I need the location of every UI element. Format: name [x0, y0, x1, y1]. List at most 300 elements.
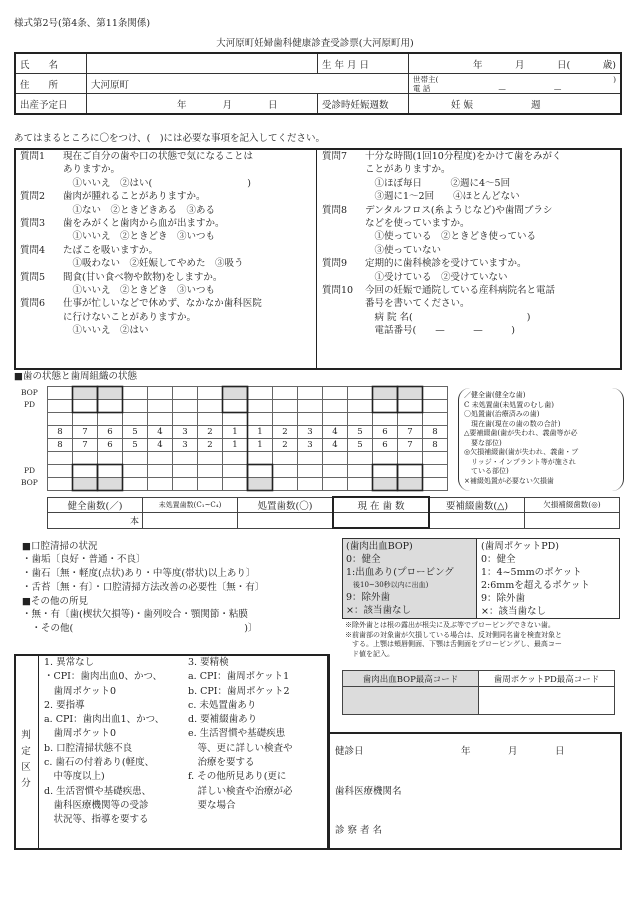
note-line: する。上顎は頬唇側面、下顎は舌側面をプロービングし、最高コー	[345, 640, 562, 648]
judgment-item[interactable]: e. 生活習慣や基礎疾患	[188, 728, 286, 740]
tooth-cell-upd[interactable]	[223, 400, 248, 413]
tooth-cell-lbop[interactable]	[223, 478, 248, 491]
question-number: 質問8	[322, 204, 348, 216]
count-header-sound: 健全歯数(／)	[48, 497, 143, 513]
tooth-number: 5	[348, 426, 373, 439]
tooth-number: 2	[198, 439, 223, 452]
bop-code: 9：除外歯	[346, 592, 391, 603]
question-line[interactable]: ①吸わない ②妊娠してやめた ③吸う	[63, 258, 244, 270]
tooth-cell-lpd[interactable]	[73, 465, 98, 478]
question-text: 仕事が忙しいなどで休めず、なかなか歯科医院	[63, 298, 262, 310]
tooth-cell-lpd[interactable]	[248, 465, 273, 478]
tooth-cell-lpd[interactable]	[148, 465, 173, 478]
due-date-label: 出産予定日	[15, 94, 87, 115]
pd-code: 1：4~5mmのポケット	[481, 567, 582, 578]
judgment-item[interactable]: 等、更に詳しい検査や	[188, 742, 293, 754]
question-line[interactable]: ①受けている ②受けていない	[365, 271, 508, 283]
upper-pd-label: PD	[24, 400, 36, 409]
tooth-number: 8	[48, 426, 73, 439]
tooth-number: 1	[223, 426, 248, 439]
birth-label: 生 年 月 日	[318, 53, 409, 74]
question-line: ありますか。	[63, 164, 121, 176]
tooth-cell-ubop[interactable]	[148, 387, 173, 400]
legend-item: 現在歯(現在の歯の数の合計)	[464, 419, 561, 428]
tooth-number: 1	[248, 439, 273, 452]
householder-label: 世帯主(	[413, 74, 439, 84]
count-present-field[interactable]	[333, 513, 429, 529]
question-number: 質問3	[20, 218, 46, 229]
name-label: 氏 名	[15, 53, 87, 74]
due-date-field[interactable]	[87, 94, 318, 115]
tooth-cell-lbop[interactable]	[173, 478, 198, 491]
tooth-cell-ubop[interactable]	[73, 387, 98, 400]
tooth-cell-lblank[interactable]	[323, 452, 348, 465]
judgment-item[interactable]: b. 口腔清掃状態不良	[44, 742, 133, 754]
phone-sep-2: —	[553, 83, 562, 93]
question-number: 質問1	[20, 151, 46, 162]
question-line: 番号を書いてください。	[365, 298, 470, 310]
other-findings-item: ・その他( )〕	[22, 623, 258, 634]
teeth-row-lbop	[48, 478, 448, 491]
question-number: 質問7	[322, 151, 348, 162]
tooth-cell-lbop[interactable]	[123, 478, 148, 491]
judgment-right-list	[188, 656, 293, 813]
oral-cleaning-item: ・舌苔〔無・有〕・口腔清掃方法改善の必要性〔無・有〕	[22, 582, 265, 593]
name-field[interactable]	[87, 53, 318, 74]
exam-month: 月	[508, 746, 518, 757]
instruction-text: あてはまるところに〇をつけ、( )には必要な事項を記入してください。	[14, 133, 326, 144]
tooth-cell-ublank[interactable]	[298, 413, 323, 426]
tooth-number: 4	[323, 439, 348, 452]
tooth-cell-ublank[interactable]	[348, 413, 373, 426]
teeth-row-upd	[48, 400, 448, 413]
tooth-cell-lblank[interactable]	[398, 452, 423, 465]
judgment-item[interactable]: 歯周ポケット0	[44, 728, 117, 740]
max-pd-header: 歯周ポケットPD最高コード	[479, 671, 615, 687]
tooth-cell-upd[interactable]	[423, 400, 448, 413]
tooth-number: 2	[273, 439, 298, 452]
tooth-cell-ublank[interactable]	[373, 413, 398, 426]
tooth-cell-ubop[interactable]	[173, 387, 198, 400]
tooth-cell-lblank[interactable]	[48, 452, 73, 465]
judgment-item[interactable]: d. 要補綴歯あり	[188, 714, 258, 726]
tooth-number: 7	[73, 426, 98, 439]
tooth-number: 6	[373, 439, 398, 452]
oral-cleaning-section	[22, 540, 264, 636]
legend-item: ×補綴処置が必要ない欠損歯	[464, 476, 554, 485]
tooth-cell-lbop[interactable]	[198, 478, 223, 491]
tooth-cell-ublank[interactable]	[323, 413, 348, 426]
judgment-label-char: 判	[21, 730, 31, 741]
question-line[interactable]: 病 院 名( )	[365, 311, 531, 323]
judgment-label-char: 区	[21, 762, 31, 773]
tooth-cell-lpd[interactable]	[48, 465, 73, 478]
tooth-cell-lbop[interactable]	[48, 478, 73, 491]
oral-cleaning-title: ■口腔清掃の状況	[22, 541, 98, 552]
max-pd-field[interactable]	[479, 687, 615, 715]
tooth-cell-lbop[interactable]	[298, 478, 323, 491]
judgment-label-char: 分	[21, 778, 31, 789]
tooth-number: 5	[348, 439, 373, 452]
question-line: などを使っていますか。	[365, 217, 470, 229]
tooth-cell-upd[interactable]	[298, 400, 323, 413]
exam-year: 年	[461, 746, 471, 757]
judgment-item[interactable]: c. 未処置歯あり	[188, 699, 257, 711]
tooth-cell-lbop[interactable]	[348, 478, 373, 491]
pd-codes-list	[481, 540, 590, 618]
pd-codes-title: (歯周ポケットPD)	[481, 541, 559, 552]
pd-code: ×：該当歯なし	[481, 606, 546, 617]
question-text: 現在ご自分の歯や口の状態で気になることは	[63, 151, 254, 162]
judgment-item[interactable]: 要な場合	[188, 799, 236, 811]
tooth-cell-lblank[interactable]	[173, 452, 198, 465]
tooth-cell-ublank[interactable]	[73, 413, 98, 426]
tooth-cell-lbop[interactable]	[148, 478, 173, 491]
legend-list	[464, 391, 578, 486]
tooth-cell-ubop[interactable]	[373, 387, 398, 400]
judgment-item[interactable]: 歯科医療機関等の受診	[44, 799, 149, 811]
tooth-cell-lblank[interactable]	[348, 452, 373, 465]
tooth-cell-ubop[interactable]	[348, 387, 373, 400]
birth-age: 歳)	[602, 59, 616, 71]
tooth-cell-ublank[interactable]	[398, 413, 423, 426]
tooth-number: 6	[373, 426, 398, 439]
question-number: 質問6	[20, 298, 46, 310]
tooth-cell-ublank[interactable]	[273, 413, 298, 426]
tooth-cell-lpd[interactable]	[348, 465, 373, 478]
tooth-cell-ublank[interactable]	[248, 413, 273, 426]
bop-code: ×：該当歯なし	[346, 605, 411, 616]
tooth-cell-upd[interactable]	[98, 400, 123, 413]
tooth-cell-lblank[interactable]	[198, 452, 223, 465]
clinic-name-label: 歯科医療機関名	[335, 786, 402, 797]
page-title: 大河原町妊婦歯科健康診査受診票(大河原町用)	[216, 38, 414, 49]
judgment-item[interactable]: d. 生活習慣や基礎疾患、	[44, 785, 152, 797]
tooth-number: 2	[273, 426, 298, 439]
max-bop-header: 歯肉出血BOP最高コード	[343, 671, 479, 687]
tooth-number: 8	[423, 439, 448, 452]
tooth-cell-lblank[interactable]	[73, 452, 98, 465]
tooth-cell-lpd[interactable]	[98, 465, 123, 478]
tooth-cell-upd[interactable]	[73, 400, 98, 413]
question-line: に行けないことがありますか。	[63, 311, 197, 323]
judgment-item[interactable]: a. CPI：歯周ポケット1	[188, 671, 290, 683]
weeks-label: 受診時妊娠週数	[318, 94, 409, 115]
tooth-cell-ubop[interactable]	[273, 387, 298, 400]
judgment-item[interactable]: c. 歯石の付着あり(軽度、	[44, 757, 155, 769]
tooth-cell-ubop[interactable]	[48, 387, 73, 400]
tooth-cell-lblank[interactable]	[98, 452, 123, 465]
phone-label: 電 話	[413, 83, 431, 93]
tooth-number: 5	[123, 439, 148, 452]
tooth-cell-lblank[interactable]	[373, 452, 398, 465]
due-day: 日	[268, 99, 278, 111]
tooth-cell-lblank[interactable]	[273, 452, 298, 465]
tooth-cell-lblank[interactable]	[423, 452, 448, 465]
tooth-cell-lbop[interactable]	[373, 478, 398, 491]
question-text: 十分な時間(1回10分程度)をかけて歯をみがく	[365, 151, 562, 162]
tooth-cell-ublank[interactable]	[123, 413, 148, 426]
tooth-cell-lpd[interactable]	[323, 465, 348, 478]
tooth-cell-lbop[interactable]	[248, 478, 273, 491]
exam-day: 日	[555, 746, 565, 757]
judgment-item[interactable]: 歯周ポケット0	[44, 685, 117, 697]
tooth-number: 1	[248, 426, 273, 439]
note-line: ド値を記入。	[345, 649, 394, 658]
judgment-item[interactable]: 治療を要する	[188, 757, 255, 769]
householder-close: )	[613, 74, 616, 84]
address-field[interactable]: 大河原町	[87, 74, 409, 94]
tooth-number: 8	[423, 426, 448, 439]
tooth-cell-lbop[interactable]	[323, 478, 348, 491]
question-text: 歯肉が腫れることがありますか。	[63, 191, 206, 203]
question-number: 質問4	[20, 244, 46, 256]
tooth-cell-lpd[interactable]	[273, 465, 298, 478]
tooth-cell-lblank[interactable]	[123, 452, 148, 465]
tooth-counts-table	[47, 496, 620, 529]
tooth-number: 5	[123, 426, 148, 439]
tooth-cell-lbop[interactable]	[423, 478, 448, 491]
question-line[interactable]: ①いいえ ②はい	[63, 325, 149, 337]
tooth-number: 8	[48, 439, 73, 452]
count-sound-field[interactable]	[48, 513, 143, 529]
count-needs-prosthesis-field[interactable]	[429, 513, 525, 529]
legend-item: 〇処置歯(治療済みの歯)	[464, 410, 540, 418]
tooth-cell-ublank[interactable]	[48, 413, 73, 426]
tooth-cell-lbop[interactable]	[98, 478, 123, 491]
question-line[interactable]: 電話番号( — — )	[365, 325, 515, 337]
tooth-cell-ubop[interactable]	[423, 387, 448, 400]
question-text: 歯をみがくと歯肉から血が出ますか。	[63, 218, 225, 229]
tooth-number: 4	[148, 439, 173, 452]
tooth-cell-upd[interactable]	[48, 400, 73, 413]
count-header-needs-prosthesis: 要補綴歯数(△)	[429, 497, 525, 513]
judgment-left-list	[44, 656, 164, 828]
bop-code: 後10~30秒以内に出血)	[346, 581, 429, 589]
tooth-cell-upd[interactable]	[398, 400, 423, 413]
bop-codes-list	[346, 540, 454, 617]
weeks-field[interactable]	[409, 94, 622, 115]
bop-code: 1:出血あり(プロービング	[346, 567, 454, 578]
clinic-name-field[interactable]	[410, 780, 615, 800]
judgment-item[interactable]: 3. 要精検	[188, 657, 229, 668]
count-header-present: 現 在 歯 数	[333, 497, 429, 513]
doctor-name-label: 診 察 者 名	[335, 825, 383, 836]
tooth-number: 1	[223, 439, 248, 452]
judgment-item[interactable]: a. CPI：歯肉出血1、かつ、	[44, 714, 165, 726]
legend-item: リッジ・インプラント等が施され	[464, 457, 576, 466]
judgment-border	[327, 654, 329, 734]
tooth-cell-ubop[interactable]	[298, 387, 323, 400]
tooth-cell-lpd[interactable]	[398, 465, 423, 478]
phone-sep-1: —	[498, 83, 506, 93]
judgment-item[interactable]: 1. 異常なし	[44, 657, 95, 668]
question-number: 質問9	[322, 258, 348, 270]
judgment-item[interactable]: ・CPI：歯肉出血0、かつ、	[44, 671, 163, 683]
exam-date-field[interactable]	[380, 740, 615, 760]
question-line: ③使っていない	[365, 244, 442, 256]
tooth-cell-ubop[interactable]	[248, 387, 273, 400]
teeth-section-title: ■歯の状態と歯周組織の状態	[14, 371, 137, 382]
tooth-cell-upd[interactable]	[248, 400, 273, 413]
legend-item: ／健全歯(健全な歯)	[464, 391, 526, 399]
other-findings-item: ・無・有〔歯(楔状欠損等)・歯列咬合・顎関節・粘膜	[22, 609, 248, 620]
tooth-number: 6	[98, 439, 123, 452]
count-header-prosthesis: 欠損補綴歯数(◎)	[525, 497, 620, 513]
householder-phone-field[interactable]	[409, 74, 622, 94]
tooth-cell-lbop[interactable]	[73, 478, 98, 491]
count-header-treated: 処置歯数(〇)	[238, 497, 334, 513]
tooth-number: 3	[298, 426, 323, 439]
tooth-cell-lblank[interactable]	[148, 452, 173, 465]
question-line: ③週に1～2回 ④ほとんどない	[365, 191, 520, 203]
bop-codes-title: (歯肉出血BOP)	[346, 541, 413, 552]
tooth-cell-ublank[interactable]	[173, 413, 198, 426]
pd-code: 2:6mmを超えるポケット	[481, 580, 590, 591]
question-line[interactable]: ①いいえ ②はい( )	[63, 177, 251, 189]
pd-code: 9：除外歯	[481, 593, 526, 604]
judgment-item[interactable]: f. その他所見あり(更に	[188, 771, 287, 783]
tooth-cell-ubop[interactable]	[198, 387, 223, 400]
question-text: 今回の妊娠で通院している産科病院名と電話	[365, 285, 556, 296]
legend-item: C 未処置歯(未処置のむし歯)	[464, 400, 555, 409]
question-text: 間食(甘い食べ物や飲物)をしますか。	[63, 271, 223, 283]
legend-item: △要補綴歯(歯が失われ、義歯等が必	[464, 429, 578, 437]
count-header-untreated: 未処置歯数(C₁~C₄)	[143, 497, 238, 513]
count-unit: 本	[129, 516, 139, 527]
tooth-cell-lpd[interactable]	[423, 465, 448, 478]
question-number: 質問2	[20, 191, 46, 203]
bop-code: 0：健全	[346, 554, 381, 565]
question-line: ことがありますか。	[365, 164, 451, 176]
question-text: 定期的に歯科検診を受けていますか。	[365, 258, 527, 270]
judgment-item[interactable]: 2. 要指導	[44, 699, 85, 711]
question-number: 質問10	[322, 285, 354, 296]
tooth-number: 4	[148, 426, 173, 439]
tooth-cell-ublank[interactable]	[148, 413, 173, 426]
question-text: たばこを吸いますか。	[63, 244, 159, 256]
tooth-cell-upd[interactable]	[373, 400, 398, 413]
other-findings-title: ■その他の所見	[22, 596, 88, 607]
form-number: 様式第2号(第4条、第11条関係)	[14, 18, 151, 29]
question-line[interactable]: ①ない ②ときどきある ③ある	[63, 204, 216, 216]
tooth-cell-upd[interactable]	[123, 400, 148, 413]
teeth-row-ublank	[48, 413, 448, 426]
birth-field[interactable]	[409, 53, 622, 74]
tooth-cell-ublank[interactable]	[423, 413, 448, 426]
tooth-cell-upd[interactable]	[273, 400, 298, 413]
teeth-row-lnum	[48, 439, 448, 452]
oral-cleaning-item: ・歯垢〔良好・普通・不良〕	[22, 554, 146, 565]
doctor-name-field[interactable]	[400, 819, 615, 839]
teeth-row-lblank	[48, 452, 448, 465]
weeks-suffix: 週	[531, 99, 541, 111]
legend-item: ◎欠損補綴歯(歯が失われ、義歯・ブ	[464, 448, 579, 456]
tooth-number: 3	[173, 426, 198, 439]
tooth-cell-ubop[interactable]	[323, 387, 348, 400]
tooth-cell-lpd[interactable]	[373, 465, 398, 478]
tooth-cell-lblank[interactable]	[248, 452, 273, 465]
max-code-table	[342, 670, 615, 715]
question-text: デンタルフロス(糸ようじなど)や歯間ブラシ	[365, 204, 553, 216]
judgment-item[interactable]: 詳しい検査や治療が必	[188, 785, 293, 797]
tooth-cell-upd[interactable]	[323, 400, 348, 413]
due-month: 月	[222, 99, 233, 111]
note-line: ※除外歯とは根の露出が根尖に及ぶ等でプロービングできない歯。	[345, 621, 555, 629]
tooth-cell-lpd[interactable]	[223, 465, 248, 478]
tooth-cell-ubop[interactable]	[98, 387, 123, 400]
lower-bop-label: BOP	[21, 478, 38, 487]
count-treated-field[interactable]	[238, 513, 334, 529]
tooth-cell-lbop[interactable]	[398, 478, 423, 491]
tooth-number: 2	[198, 426, 223, 439]
tooth-cell-ubop[interactable]	[123, 387, 148, 400]
address-label: 住 所	[15, 74, 87, 94]
birth-day: 日(	[557, 59, 571, 71]
tooth-number: 4	[323, 426, 348, 439]
tooth-number: 3	[173, 439, 198, 452]
tooth-number: 6	[98, 426, 123, 439]
birth-year: 年	[473, 59, 483, 71]
judgment-item[interactable]: 状況等、指導を要する	[44, 814, 149, 826]
tooth-cell-lpd[interactable]	[198, 465, 223, 478]
tooth-cell-upd[interactable]	[173, 400, 198, 413]
question-line[interactable]: ①いいえ ②ときどき ③いつも	[63, 284, 216, 296]
tooth-cell-upd[interactable]	[148, 400, 173, 413]
tooth-number: 7	[73, 439, 98, 452]
legend-item: 要な部位)	[464, 438, 502, 447]
tooth-cell-lpd[interactable]	[173, 465, 198, 478]
notes	[345, 621, 562, 659]
weeks-prefix: 妊 娠	[451, 99, 474, 111]
tooth-cell-ublank[interactable]	[198, 413, 223, 426]
personal-info-table	[14, 52, 622, 115]
question-line[interactable]: ①いいえ ②ときどき ③いつも	[63, 231, 216, 243]
question-line[interactable]: ①ほぼ毎日 ②週に4～5回	[365, 177, 511, 189]
teeth-row-unum	[48, 426, 448, 439]
pd-code: 0：健全	[481, 554, 516, 565]
max-bop-field[interactable]	[343, 687, 479, 715]
tooth-cell-lblank[interactable]	[298, 452, 323, 465]
tooth-cell-ublank[interactable]	[223, 413, 248, 426]
judgment-label	[20, 728, 32, 792]
tooth-cell-lblank[interactable]	[223, 452, 248, 465]
teeth-row-lpd	[48, 465, 448, 478]
judgment-label-char: 定	[21, 746, 31, 757]
tooth-cell-ubop[interactable]	[398, 387, 423, 400]
tooth-cell-ubop[interactable]	[223, 387, 248, 400]
birth-month: 月	[515, 59, 525, 71]
tooth-cell-lpd[interactable]	[123, 465, 148, 478]
teeth-chart	[47, 386, 448, 491]
due-year: 年	[177, 99, 187, 111]
question-line[interactable]: ①使っている ②ときどき使っている	[365, 231, 537, 243]
tooth-cell-upd[interactable]	[198, 400, 223, 413]
tooth-cell-lpd[interactable]	[298, 465, 323, 478]
questionnaire-divider	[316, 148, 317, 370]
count-untreated-field[interactable]	[143, 513, 238, 529]
upper-bop-label: BOP	[21, 388, 38, 397]
judgment-item[interactable]: b. CPI：歯周ポケット2	[188, 685, 290, 697]
tooth-cell-ublank[interactable]	[98, 413, 123, 426]
tooth-cell-lbop[interactable]	[273, 478, 298, 491]
judgment-item[interactable]: 中等度以上)	[44, 771, 105, 783]
legend-item: ている部位)	[464, 467, 509, 475]
count-prosthesis-field[interactable]	[525, 513, 620, 529]
tooth-cell-upd[interactable]	[348, 400, 373, 413]
note-line: ※前歯部の対象歯が欠損している場合は、反対側同名歯を検査対象と	[345, 630, 562, 639]
judgment-divider	[38, 654, 39, 850]
